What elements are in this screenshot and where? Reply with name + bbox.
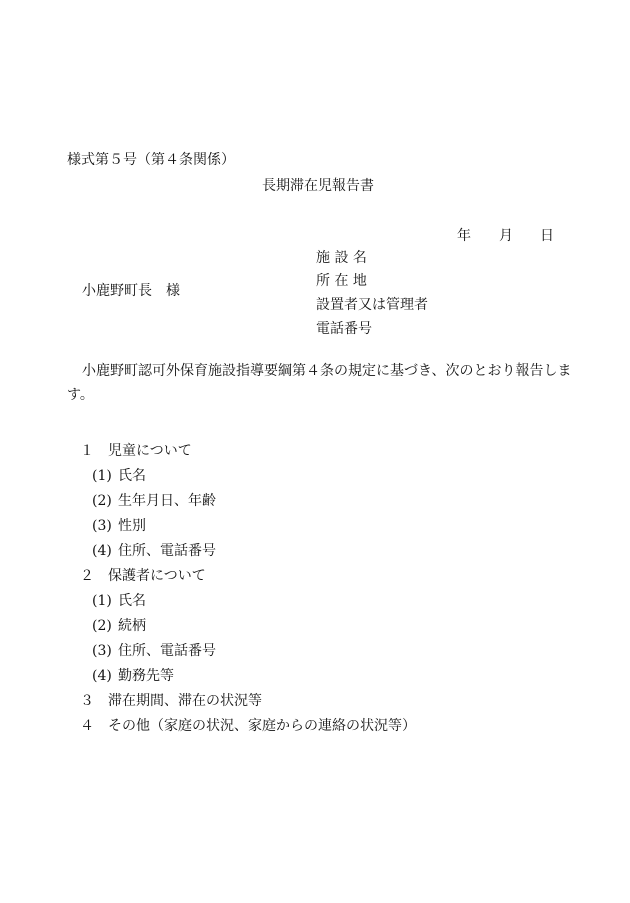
list-item — [92, 642, 216, 660]
section-label: 保護者について — [108, 568, 206, 584]
item-label: 勤務先等 — [118, 668, 174, 684]
item-label: 住所、電話番号 — [118, 543, 216, 559]
item-label: 生年月日、年齢 — [118, 493, 216, 509]
field-location: 所 在 地 — [316, 273, 367, 289]
item-number: (3) — [92, 518, 112, 534]
section-number: ２ — [80, 568, 94, 584]
addressee: 小鹿野町長 様 — [82, 283, 180, 299]
item-number: (4) — [92, 668, 112, 684]
list-item — [92, 467, 146, 485]
section-label: 児童について — [108, 443, 192, 459]
item-label: 性別 — [118, 518, 146, 534]
list-item — [92, 542, 216, 560]
date-day: 日 — [540, 228, 554, 244]
item-label: 氏名 — [118, 593, 146, 609]
item-number: (4) — [92, 543, 112, 559]
body-text-line1: 小鹿野町認可外保育施設指導要綱第４条の規定に基づき、次のとおり報告しま — [82, 363, 572, 379]
list-item — [92, 617, 146, 635]
item-number: (1) — [92, 468, 112, 484]
section-heading — [80, 567, 206, 585]
item-label: 氏名 — [118, 468, 146, 484]
section-number: ３ — [80, 693, 94, 709]
item-number: (2) — [92, 618, 112, 634]
form-number: 様式第５号（第４条関係） — [67, 152, 235, 168]
date-year: 年 — [457, 228, 471, 244]
section-label: 滞在期間、滞在の状況等 — [108, 693, 262, 709]
list-item — [92, 592, 146, 610]
section-heading — [80, 717, 416, 735]
item-number: (3) — [92, 643, 112, 659]
item-label: 住所、電話番号 — [118, 643, 216, 659]
section-number: ４ — [80, 718, 94, 734]
section-label: その他（家庭の状況、家庭からの連絡の状況等） — [108, 718, 416, 734]
field-phone: 電話番号 — [316, 321, 372, 337]
section-number: １ — [80, 443, 94, 459]
section-heading — [80, 442, 192, 460]
list-item — [92, 492, 216, 510]
item-label: 続柄 — [118, 618, 146, 634]
item-number: (2) — [92, 493, 112, 509]
field-facility-name: 施 設 名 — [316, 250, 367, 266]
list-item — [92, 517, 146, 535]
list-item — [92, 667, 174, 685]
body-text-line2: す。 — [67, 387, 94, 403]
document-title: 長期滞在児報告書 — [262, 178, 374, 194]
field-owner: 設置者又は管理者 — [316, 297, 428, 313]
section-heading — [80, 692, 262, 710]
item-number: (1) — [92, 593, 112, 609]
date-month: 月 — [499, 228, 513, 244]
